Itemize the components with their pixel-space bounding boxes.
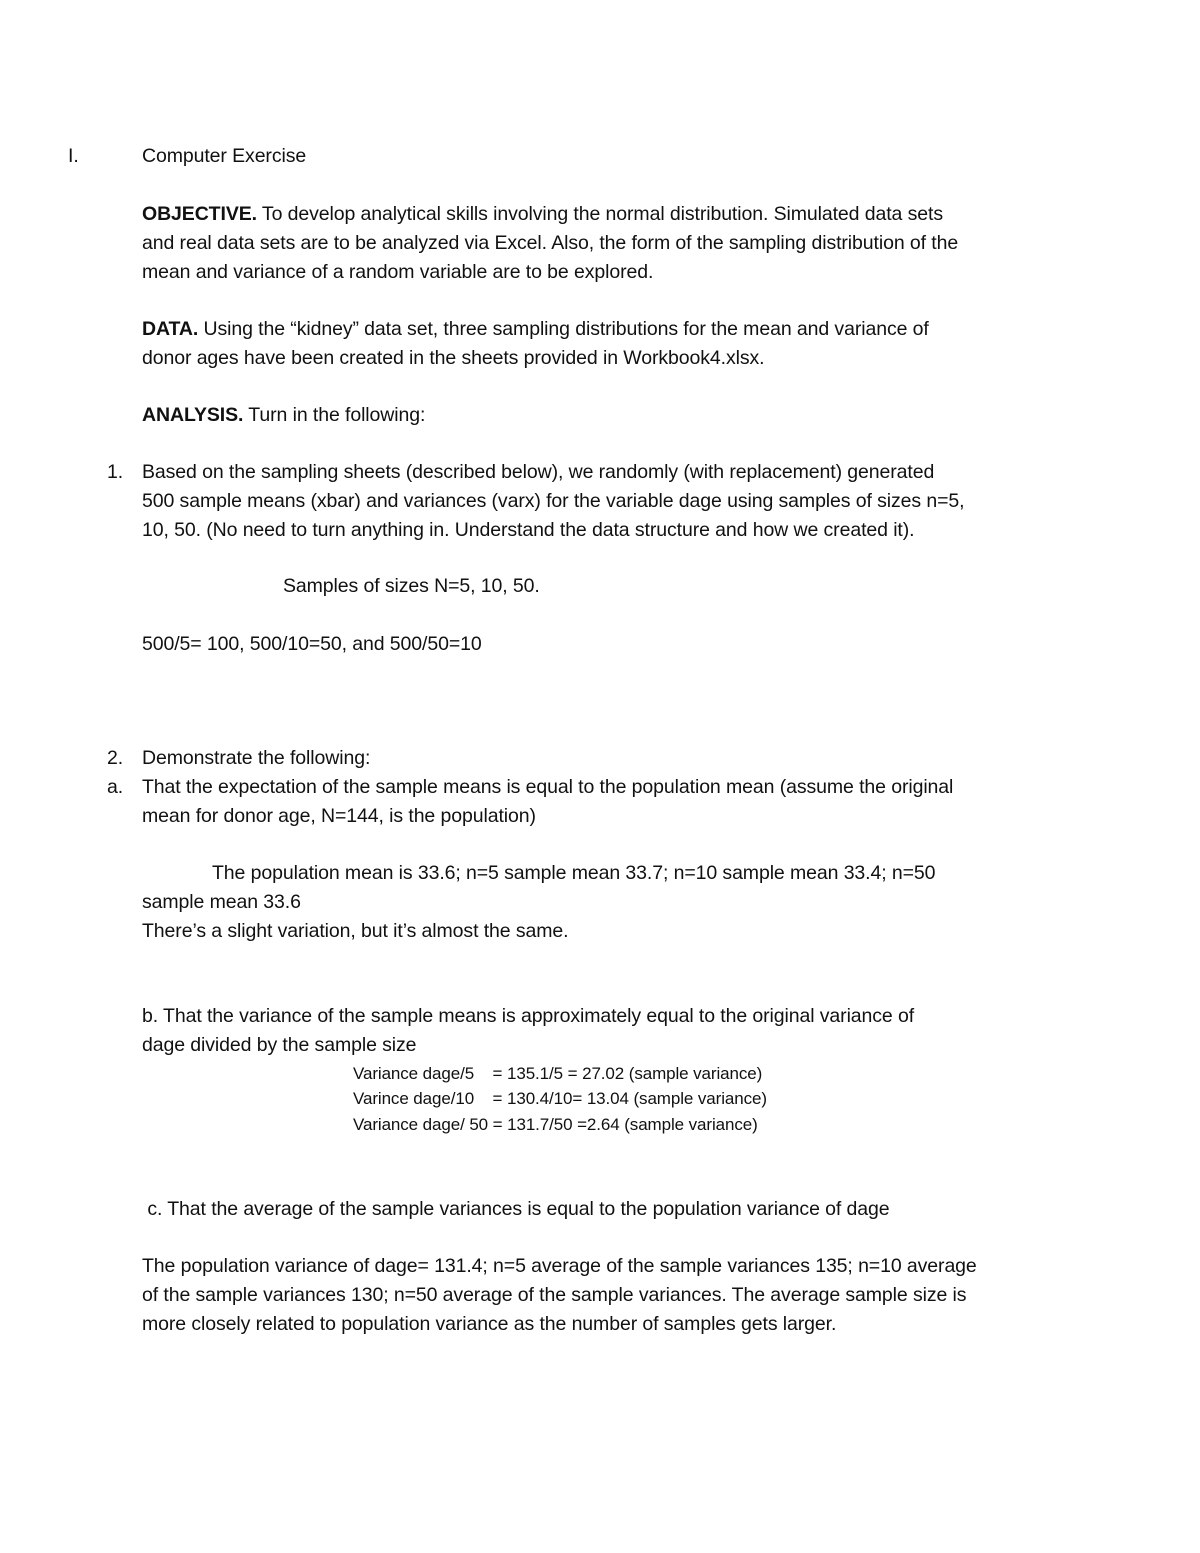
objective-text-1: To develop analytical skills involving the normal distribution. Simulated data sets <box>256 203 943 225</box>
part-a-line-1: That the expectation of the sample means is equal to the population mean (assume the original <box>142 776 954 798</box>
item1-line-3: 10, 50. (No need to turn anything in. Understand the data structure and how we created it). <box>142 519 915 541</box>
data-line-2: donor ages have been created in the sheets provided in Workbook4.xlsx. <box>142 347 765 369</box>
item1-answer-1: Samples of sizes N=5, 10, 50. <box>283 575 540 597</box>
part-c-answer-2: of the sample variances 130; n=50 average of the sample variances. The average sample size is <box>142 1284 967 1306</box>
part-b-line-1: b. That the variance of the sample means is approximately equal to the original variance of <box>142 1005 915 1027</box>
part-a-answer-3: There’s a slight variation, but it’s almost the same. <box>142 920 569 942</box>
item1-number: 1. <box>107 461 124 483</box>
item1-answer-2: 500/5= 100, 500/10=50, and 500/50=10 <box>142 633 482 655</box>
objective-line-3: mean and variance of a random variable are to be explored. <box>142 261 654 283</box>
part-b-answer-1: Variance dage/5 = 135.1/5 = 27.02 (sample variance) <box>353 1064 763 1083</box>
part-b-line-2: dage divided by the sample size <box>142 1034 417 1056</box>
objective-line-1 <box>142 200 943 229</box>
data-text-1: Using the “kidney” data set, three sampling distributions for the mean and variance of <box>198 318 929 340</box>
section-numeral: I. <box>68 145 79 167</box>
part-a-letter: a. <box>107 776 124 798</box>
part-a-answer-2: sample mean 33.6 <box>142 891 301 913</box>
section-title: Computer Exercise <box>142 145 307 167</box>
item2-number: 2. <box>107 747 124 769</box>
objective-label: OBJECTIVE. <box>142 203 257 225</box>
data-label: DATA. <box>142 318 199 340</box>
data-line-1 <box>142 315 929 344</box>
part-c-answer-3: more closely related to population variance as the number of samples gets larger. <box>142 1313 837 1335</box>
part-c-text: c. That the average of the sample variances is equal to the population variance of dage <box>142 1198 890 1220</box>
part-b-answer-2: Varince dage/10 = 130.4/10= 13.04 (sample variance) <box>353 1089 767 1108</box>
item2-text: Demonstrate the following: <box>142 747 371 769</box>
part-c-answer-1: The population variance of dage= 131.4; n=5 average of the sample variances 135; n=10 average <box>142 1255 977 1277</box>
analysis-label: ANALYSIS. <box>142 404 244 426</box>
objective-line-2: and real data sets are to be analyzed via Excel. Also, the form of the sampling distribution of the <box>142 232 959 254</box>
part-a-line-2: mean for donor age, N=144, is the population) <box>142 805 536 827</box>
part-b-answer-3: Variance dage/ 50 = 131.7/50 =2.64 (sample variance) <box>353 1115 758 1134</box>
analysis-text: Turn in the following: <box>243 404 426 426</box>
item1-line-2: 500 sample means (xbar) and variances (varx) for the variable dage using samples of sizes n=5, <box>142 490 965 512</box>
part-a-answer-1: The population mean is 33.6; n=5 sample mean 33.7; n=10 sample mean 33.4; n=50 <box>212 862 936 884</box>
item1-line-1: Based on the sampling sheets (described below), we randomly (with replacement) generated <box>142 461 935 483</box>
analysis-line <box>142 401 425 430</box>
